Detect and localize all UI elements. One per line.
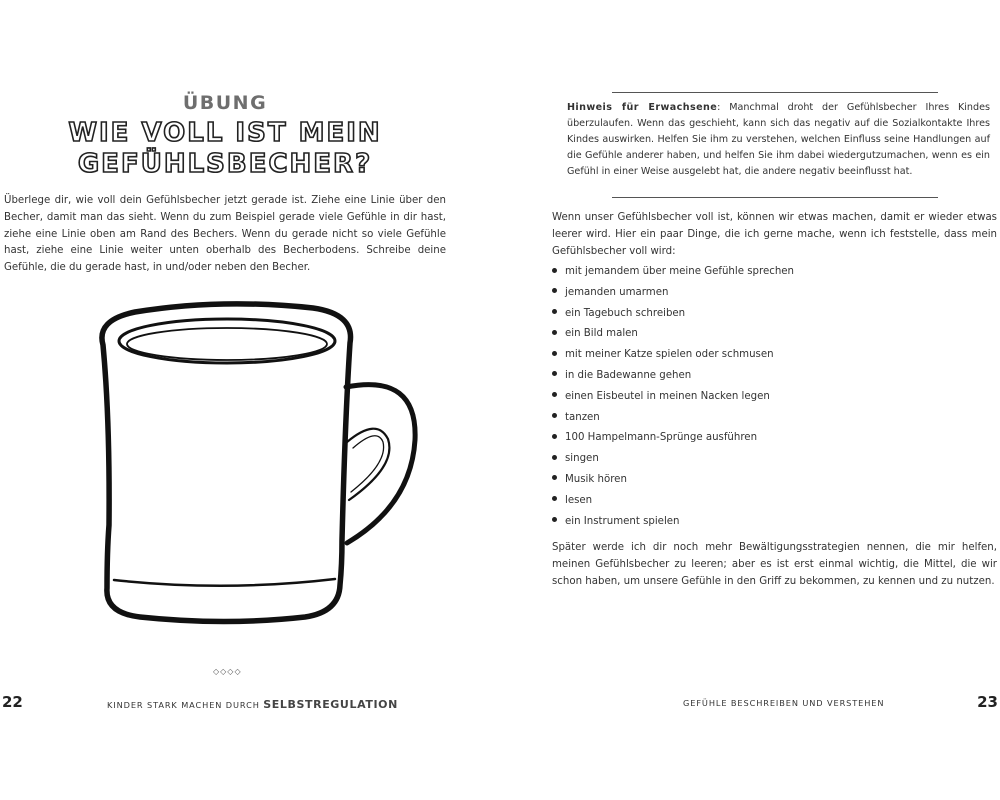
- ornament-divider: ◇◇◇◇: [213, 667, 242, 676]
- exercise-title-line1: WIE VOLL IST MEIN: [68, 118, 382, 148]
- bullet-icon: [552, 392, 557, 397]
- note-bottom-rule: [612, 197, 938, 198]
- footer-chapter-title: GEFÜHLE BESCHREIBEN UND VERSTEHEN: [683, 698, 885, 708]
- adult-note: [567, 100, 990, 180]
- list-item: in die Badewanne gehen: [552, 366, 972, 387]
- note-top-rule: [612, 92, 938, 93]
- list-item: mit jemandem über meine Gefühle sprechen: [552, 262, 972, 283]
- list-item: ein Bild malen: [552, 324, 972, 345]
- bullet-icon: [552, 413, 557, 418]
- closing-paragraph: Später werde ich dir noch mehr Bewältigungsstrategien nennen, die mir helfen, meinen Gefühlsbecher zu leeren; aber es ist erst einmal wichtig, die Mittel, die wir schon haben, um unsere Gefühle in den Griff zu bekommen, zu kennen und zu nutzen.: [552, 542, 997, 587]
- list-item: mit meiner Katze spielen oder schmusen: [552, 345, 972, 366]
- page-number-right: 23: [977, 693, 998, 711]
- bullet-icon: [552, 330, 557, 335]
- list-item: ein Instrument spielen: [552, 512, 972, 533]
- list-item: einen Eisbeutel in meinen Nacken legen: [552, 387, 972, 408]
- bullet-icon: [552, 496, 557, 501]
- list-item: ein Tagebuch schreiben: [552, 304, 972, 325]
- list-item: tanzen: [552, 408, 972, 429]
- bullet-icon: [552, 475, 557, 480]
- exercise-title-line2: GEFÜHLSBECHER?: [77, 149, 373, 179]
- exercise-title: [0, 118, 450, 180]
- footer-brand: SELBSTREGULATION: [263, 698, 398, 711]
- right-page: [500, 0, 1000, 800]
- exercise-label: ÜBUNG: [182, 92, 268, 114]
- bullet-icon: [552, 268, 557, 273]
- bullet-icon: [552, 455, 557, 460]
- list-item: lesen: [552, 491, 972, 512]
- bullet-icon: [552, 517, 557, 522]
- mug-opening: [127, 328, 327, 360]
- list-item: singen: [552, 449, 972, 470]
- list-item: Musik hören: [552, 470, 972, 491]
- coping-list: [552, 262, 972, 532]
- bullet-icon: [552, 434, 557, 439]
- bullet-icon: [552, 371, 557, 376]
- bullet-icon: [552, 351, 557, 356]
- adult-note-label: Hinweis für Erwachsene: [567, 102, 718, 113]
- list-item: 100 Hampelmann-Sprünge ausführen: [552, 428, 972, 449]
- adult-note-text: : Manchmal droht der Gefühlsbecher Ihres Kindes überzulaufen. Wenn das geschieht, kann sich das negativ auf die Sozialkontakte Ihres Kindes auswirken. Helfen Sie ihm zu verstehen, welchen Einfluss seine Handlungen auf die Gefühle anderer haben, und helfen Sie ihm dabei wiedergutzumachen, wenn es ein Gefühl in einer Weise ausgelebt hat, die andere negativ beeinflusst hat.: [567, 102, 990, 178]
- exercise-instructions: Überlege dir, wie voll dein Gefühlsbecher jetzt gerade ist. Ziehe eine Linie über den Becher, damit man das sieht. Wenn du zum Beispiel gerade viele Gefühle in dir hast, ziehe eine Linie oben am Rand des Bechers. Wenn du gerade nicht so viele Gefühle hast, ziehe eine Linie weiter unten oberhalb des Becherbodens. Schreibe deine Gefühle, die du gerade hast, in und/oder neben den Becher.: [4, 195, 446, 274]
- mug-illustration: [95, 300, 425, 630]
- footer-book-title: [107, 698, 398, 711]
- mug-handle: [346, 385, 415, 543]
- list-item: jemanden umarmen: [552, 283, 972, 304]
- page-number-left: 22: [2, 693, 23, 711]
- bullet-icon: [552, 309, 557, 314]
- bullet-icon: [552, 288, 557, 293]
- mug-base-line: [114, 579, 335, 586]
- intro-paragraph: Wenn unser Gefühlsbecher voll ist, können wir etwas machen, damit er wieder etwas leerer wird. Hier ein paar Dinge, die ich gerne mache, wenn ich feststelle, dass mein Gefühlsbecher voll wird:: [552, 212, 997, 257]
- footer-prefix: KINDER STARK MACHEN DURCH: [107, 700, 260, 710]
- mug-rim: [119, 319, 335, 363]
